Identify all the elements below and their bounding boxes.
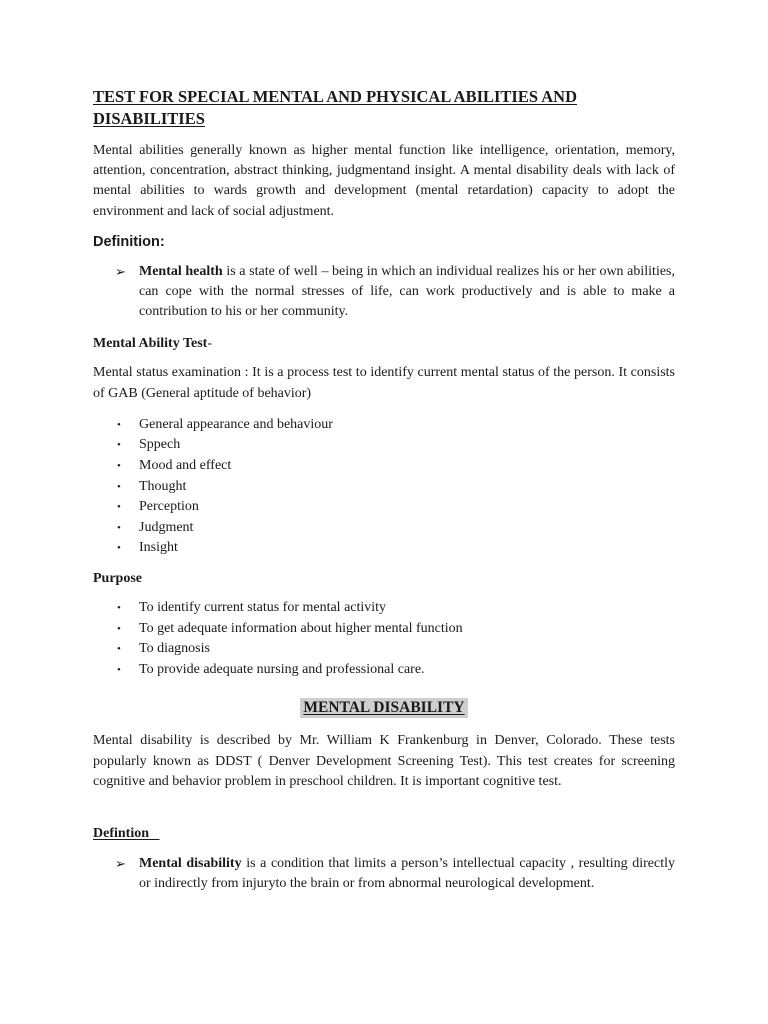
bullet-icon: •	[117, 501, 121, 514]
list-item: • Mood and effect	[93, 456, 675, 477]
arrow-bullet-icon: ➢	[115, 855, 126, 871]
mental-ability-test-heading: Mental Ability Test-	[93, 336, 213, 352]
list-item: • Judgment	[93, 518, 675, 539]
list-item: • Insight	[93, 538, 675, 559]
list-item: • To get adequate information about higher mental function	[93, 619, 675, 640]
definition-item-mental-disability	[93, 854, 675, 894]
gab-list	[93, 415, 675, 559]
document-page	[93, 86, 675, 894]
document-title: TEST FOR SPECIAL MENTAL AND PHYSICAL ABILITIES AND DISABILITIES	[93, 87, 577, 128]
definition-heading: Definition:	[93, 233, 165, 250]
purpose-list	[93, 598, 675, 680]
bullet-icon: •	[117, 643, 121, 656]
bullet-icon: •	[117, 480, 121, 493]
mental-disability-heading: MENTAL DISABILITY	[93, 692, 675, 719]
definition-text: is a condition that limits a person’s intellectual capacity , resulting directly or indirectly from injuryto the brain or from abnormal neurological development.	[139, 855, 676, 892]
bullet-icon: •	[117, 622, 121, 635]
purpose-heading: Purpose	[93, 570, 142, 586]
bullet-icon: •	[117, 663, 121, 676]
term-mental-disability: Mental disability	[139, 855, 242, 871]
list-item: • Sppech	[93, 435, 675, 456]
list-item: • To diagnosis	[93, 639, 675, 660]
bullet-icon: •	[117, 542, 121, 555]
intro-paragraph: Mental abilities generally known as higher mental function like intelligence, orientation, memory, attention, concentration, abstract thinking, judgmentand insight. A mental disability deals with lack of mental abilities to wards growth and development (mental retardation) capacity to adopt the environment and lack of social adjustment.	[93, 143, 675, 219]
defintion-heading: Defintion	[93, 825, 149, 841]
bullet-icon: •	[117, 418, 121, 431]
mental-disability-paragraph: Mental disability is described by Mr. William K Frankenburg in Denver, Colorado. These tests popularly known as DDST ( Denver Development Screening Test). This test creates for screening cognitive and behavior problem in preschool children. It is important cognitive test.	[93, 733, 675, 789]
arrow-bullet-icon: ➢	[115, 263, 126, 279]
bullet-icon: •	[117, 601, 121, 614]
bullet-icon: •	[117, 521, 121, 534]
list-item: • To provide adequate nursing and professional care.	[93, 660, 675, 681]
bullet-icon: •	[117, 460, 121, 473]
list-item: • Thought	[93, 477, 675, 498]
list-item: • Perception	[93, 497, 675, 518]
bullet-icon: •	[117, 439, 121, 452]
definition-item-mental-health	[93, 262, 675, 323]
mental-status-paragraph: Mental status examination : It is a process test to identify current mental status of the person. It consists of GAB (General aptitude of behavior)	[93, 365, 675, 401]
list-item: • General appearance and behaviour	[93, 415, 675, 436]
term-mental-health: Mental health	[139, 263, 223, 279]
list-item: • To identify current status for mental activity	[93, 598, 675, 619]
definition-text: is a state of well – being in which an individual realizes his or her own abilities, can cope with the normal stresses of life, can work productively and is able to make a contribution to his or her community.	[139, 263, 675, 320]
